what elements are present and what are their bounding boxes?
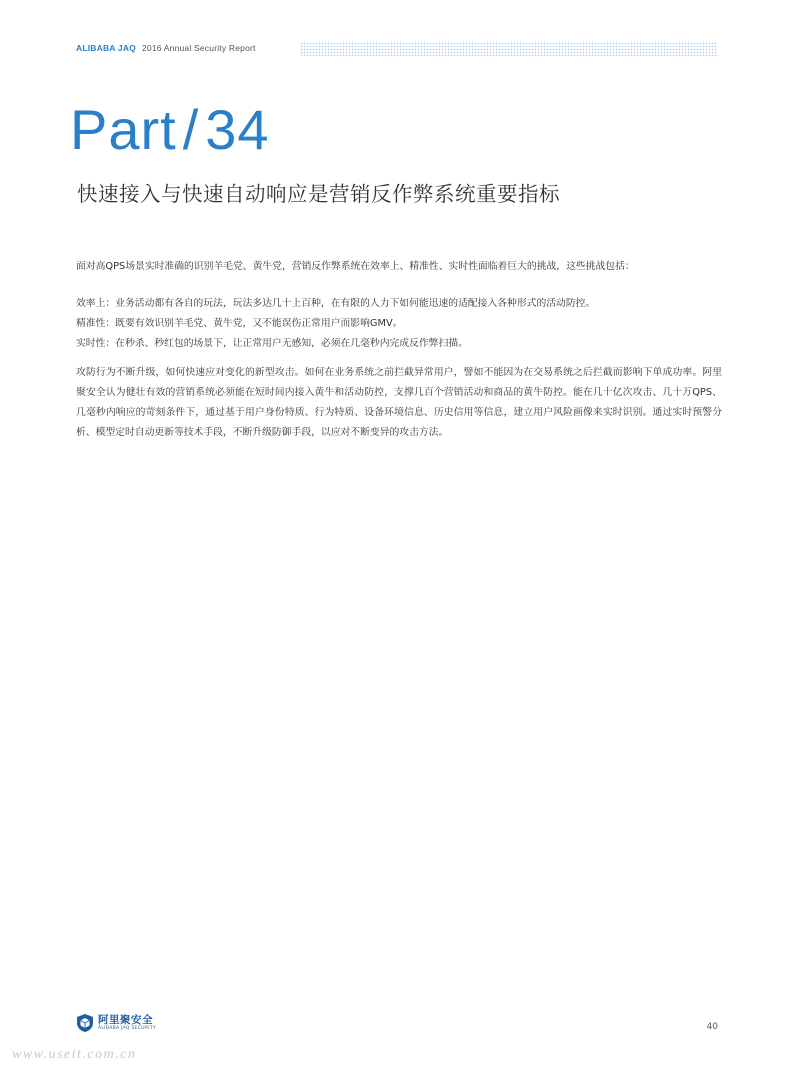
- part-label: Part: [70, 98, 177, 161]
- site-watermark: www.useit.com.cn: [12, 1047, 137, 1062]
- shield-cube-icon: [76, 1013, 94, 1033]
- footer-logo: [76, 1012, 156, 1034]
- header-brand: ALIBABA JAQ: [76, 43, 136, 53]
- challenge-efficiency: 效率上：业务活动都有各自的玩法，玩法多达几十上百种，在有限的人力下如何能迅速的适配接入各种形式的活动防控。: [76, 298, 596, 309]
- header-report-title: 2016 Annual Security Report: [141, 43, 256, 53]
- body-paragraph: 攻防行为不断升级，如何快速应对变化的新型攻击。如何在业务系统之前拦截异常用户，譬如不能因为在交易系统之后拦截而影响下单成功率。阿里聚安全认为健壮有效的营销系统必须能在短时间内接入黄牛和活动防控，支撑几百个营销活动和商品的黄牛防控。能在几十亿次攻击、几十万QPS、几毫秒内响应的苛刻条件下，通过基于用户身份特质、行为特质、设备环境信息、历史信用等信息，建立用户风险画像来实时识别。通过实时预警分析、模型定时自动更新等技术手段，不断升级防御手段，以应对不断变异的攻击方法。: [76, 367, 722, 438]
- part-slash: /: [182, 98, 200, 161]
- header-dot-pattern: [300, 42, 718, 56]
- section-subtitle: 快速接入与快速自动响应是营销反作弊系统重要指标: [77, 182, 560, 206]
- challenge-accuracy: 精准性：既要有效识别羊毛党、黄牛党，又不能误伤正常用户而影响GMV。: [76, 318, 403, 329]
- logo-chinese-name: 阿里聚安全: [98, 1014, 153, 1026]
- challenge-realtime: 实时性：在秒杀、秒红包的场景下，让正常用户无感知，必须在几毫秒内完成反作弊扫描。: [76, 338, 468, 349]
- page-number: 40: [706, 1022, 718, 1032]
- part-number: 34: [205, 98, 270, 161]
- logo-english-name: ALIBABA JAQ SECURITY: [98, 1026, 156, 1031]
- intro-paragraph: 面对高QPS场景实时准确的识别羊毛党、黄牛党，营销反作弊系统在效率上、精准性、实时性面临着巨大的挑战，这些挑战包括：: [76, 261, 635, 272]
- challenge-list: [76, 294, 722, 354]
- report-header: [76, 43, 256, 53]
- part-heading: [70, 98, 270, 161]
